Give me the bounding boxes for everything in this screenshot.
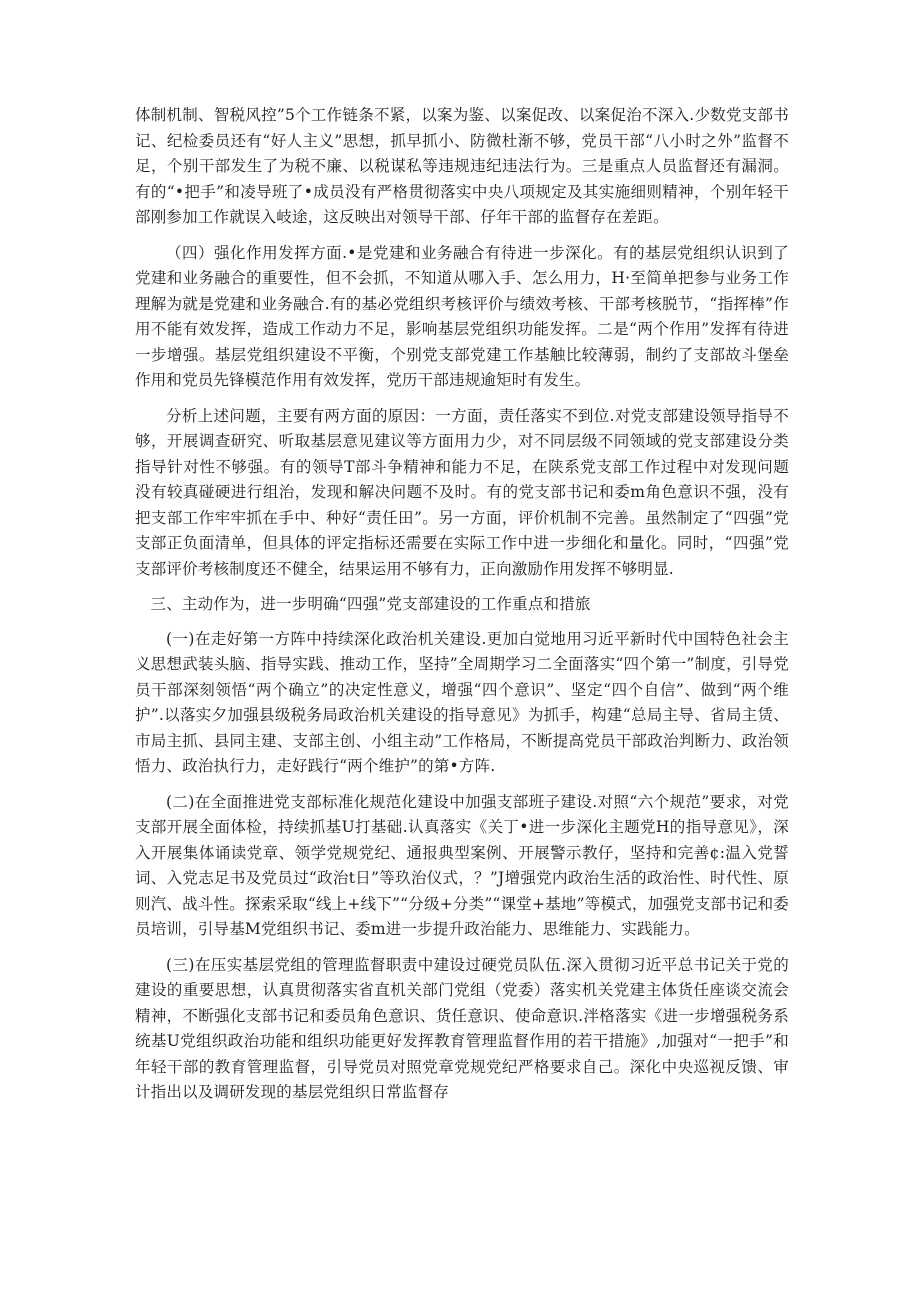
section-heading: 三、主动作为，进一步明确“四强”党支部建设的工作重点和措旅 xyxy=(150,595,591,613)
paragraph-3: 分析上述问题，主要有两方面的原因：一方面，责任落实不到位.对党支部建设领导指导不够，开展调查研究、听取基层意见建议等方面用力少，对不同层级不同领域的党支部建设分类指导针对性不够强。有的领导T部斗争精神和能力不足，在陕系党支部工作过程中对发现问题没有较真碰硬进行组治，发现和解决问题不及时。有的党支部书记和委m角色意识不强，没有把支部工作牢牢抓在手中、种好“责任田”。另一方面，评价机制不完善。虽然制定了“四强”党支部正负面清单，但具体的评定指标还需要在实际工作中进一步细化和量化。同时，“四强”党支部评价考核制度还不健全，结果运用不够有力，正向激励作用发挥不够明显. xyxy=(135,406,789,578)
paragraph-1: 体制机制、智税风控”5个工作链条不紧，以案为鉴、以案促改、以案促治不深入.少数党支部书记、纪检委员还有“好人主义”思想，抓早抓小、防微杜渐不够，党员干部“八小时之外”监督不足，个别干部发生了为税不廉、以税谋私等违规违纪违法行为。三是重点人员监督还有漏洞。有的“•把手”和凌导班了•成员没有严格贯彻落实中央八项规定及其实施细则精神，个别年轻干部刚参加工作就误入岐途，这反映出对领导干部、仔年干部的监督存在差距。 xyxy=(135,106,789,226)
paragraph-2: （四）强化作用发挥方面.•是党建和业务融合有待进一步深化。有的基层党组织认识到了党建和业务融合的重要性，但不会抓，不知道从哪入手、怎么用力，H·至简单把参与业务工作理解为就是党建和业务融合.有的基必党组织考核评价与绩效考核、干部考核脱节，“指挥棒”作用不能有效发挥，造成工作动力不足，影响基层党组织功能发挥。二是“两个作用”发挥有待进一步增强。基层党组织建设不平衡，个别党支部党建工作基触比较薄弱，制约了支部故斗堡垒作用和党员先锋模范作用有效发挥，党历干部违规逾矩时有发生。 xyxy=(135,243,789,389)
paragraph-7: (三)在压实基层党组的管理监督职责中建设过硬党员队伍.深入贯彻习近平总书记关于党的建设的重要思想，认真贯彻落实省直机关部门党组（党委）落实机关党建主体货任座谈交流会精神，不断强化支部书记和委员角色意识、货任意识、使命意识.泮格落实《进一步增强税务系统基U党组织政治功能和组织功能更好发挥教育管理监督作用的若干措施》,加强对“一把手”和年轻干部的教育管理监督，引导党员对照党章党规党纪严格要求自己。深化中央巡视反馈、审计指出以及调研发现的基层党组织日常监督存 xyxy=(135,955,789,1101)
document-body xyxy=(135,103,789,1116)
paragraph-6: (二)在全面推进党支部标准化规范化建设中加强支部班子建设.对照“六个规范”要求，对党支部开展全面体检，持续抓基U打基础.认真落实《关丁•进一步深化主题党H的指导意见》，深入开展集体诵读党章、领学党规党纪、通报典型案例、开展警示教仔，坚持和完善¢:温入党誓词、入党志足书及党员过“政治t日”等玖治仪式，？”J增强党内政治生活的政治性、时代性、原则汽、战斗性。探索采取“线上+线下”“分级+分类”“课堂+基地”等模式，加强党支部书记和委员培训，引导基M党组织书记、委m进一步提升政治能力、思维能力、实践能力。 xyxy=(135,792,789,938)
paragraph-5: (一)在走好第一方阵中持续深化政治机关建设.更加白觉地用习近平新时代中国特色社会主义思想武装头脑、指导实践、推动工作，坚持”全周期学习二全面落实“四个第一”制度，引导党员干部深刻领悟“两个确立”的决定性意义，增强“四个意识”、坚定“四个自信”、做到“两个维护”.以落实夕加强县级税务局政治机关建设的指导意见》为抓手，构建“总局主导、省局主赁、市局主抓、县同主建、支部主创、小组主动”工作格局，不断提高党员干部政治判断力、政治领悟力、政治执行力，走好践行“两个维护”的第•方阵. xyxy=(135,629,789,775)
